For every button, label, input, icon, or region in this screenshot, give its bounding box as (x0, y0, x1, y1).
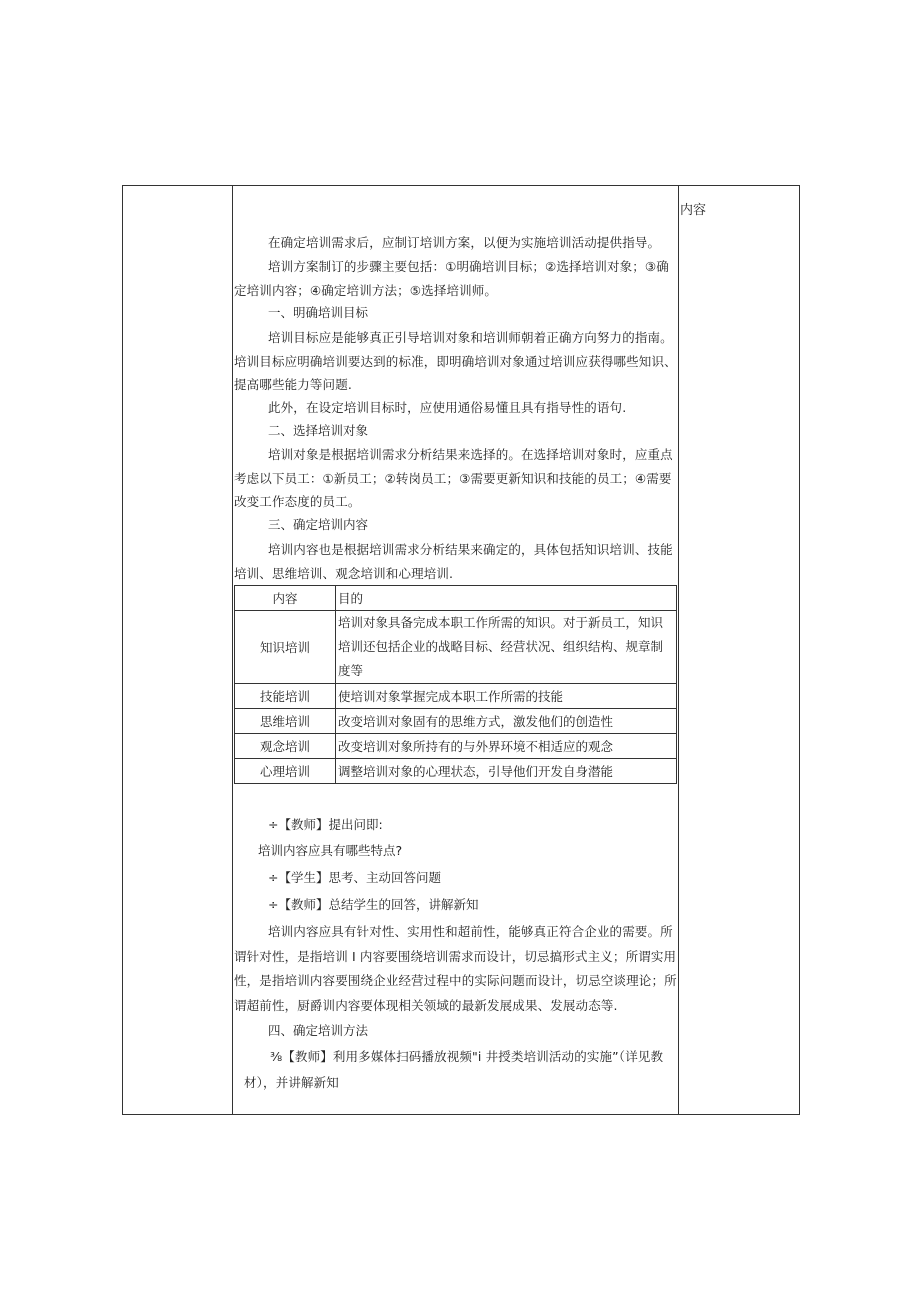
lesson-plan-table (122, 185, 800, 1115)
intro-paragraph-1: 在确定培训需求后，应制订培训方案，以便为实施培训活动提供指导。 (268, 235, 661, 250)
intro-paragraph-2: 培训方案制订的步骤主要包括：①明确培训目标；②选择培训对象；③确定培训内容；④确定培训方法；⑤选择培训师。 (234, 259, 669, 298)
teacher-video-line: ⅜【教师】利用多媒体扫码播放视频"i 井授类培训活动的实施”（详见教材），并讲解新知 (244, 1049, 664, 1090)
section-1-title: 一、明确培训目标 (268, 305, 369, 320)
row-name: 心理培训 (235, 759, 336, 784)
section-3-title: 三、确定培训内容 (268, 517, 369, 532)
section-2-title: 二、选择培训对象 (268, 423, 369, 438)
section-1-paragraph-2: 此外，在设定培训目标时，应使用通俗易懂且具有指导性的语句. (268, 400, 627, 415)
table-row (235, 759, 677, 784)
training-content-table (234, 585, 677, 784)
table-header-row (235, 586, 677, 611)
row-purpose: 改变培训对象固有的思维方式，激发他们的创造性 (336, 709, 677, 734)
row-purpose: 改变培训对象所持有的与外界环境不相适应的观念 (336, 734, 677, 759)
section-3-paragraph: 培训内容也是根据培训需求分析结果来确定的，具体包括知识培训、技能培训、思维培训、观念培训和心理培训. (234, 542, 673, 581)
teacher-summary-line: ÷【教师】总结学生的回答，讲解新知 (268, 897, 479, 912)
row-name: 知识培训 (235, 611, 336, 684)
student-line: ÷【学生】思考、主动回答问题 (268, 870, 441, 885)
table-row (235, 709, 677, 734)
table-row (235, 684, 677, 709)
row-name: 观念培训 (235, 734, 336, 759)
row-purpose: 培训对象具备完成本职工作所需的知识。对于新员工，知识培训还包括企业的战略目标、经营状况、组织结构、规章制度等 (336, 611, 677, 684)
side-column-label: 内容 (680, 203, 707, 218)
table-header-content: 内容 (235, 586, 336, 611)
teacher-question-line: ÷【教师】提出问即: (268, 817, 383, 832)
column-divider-left (232, 186, 233, 1114)
table-header-purpose: 目的 (336, 586, 677, 611)
section-4-title: 四、确定培训方法 (268, 1023, 369, 1038)
row-name: 技能培训 (235, 684, 336, 709)
column-divider-right (678, 186, 679, 1114)
section-2-paragraph: 培训对象是根据培训需求分析结果来选择的。在选择培训对象时，应重点考虑以下员工：①新员工；②转岗员工；③需要更新知识和技能的员工；④需要改变工作态度的员工。 (234, 447, 673, 509)
row-purpose: 调整培训对象的心理状态，引导他们开发自身潜能 (336, 759, 677, 784)
row-purpose: 使培训对象掌握完成本职工作所需的技能 (336, 684, 677, 709)
question-line: 培训内容应具有哪些特点? (258, 843, 403, 858)
table-row (235, 611, 677, 684)
answer-paragraph: 培训内容应具有针对性、实用性和超前性，能够真正符合企业的需要。所谓针对性，是指培训 I 内容要围绕培训需求而设计，切忌搞形式主义；所谓实用性，是指培训内容要围绕企业经营过程中的实际问题而设计，切忌空谈理论；所谓超前性，厨爵训内容要体现相关领域的最新发展成果、发展动态等. (234, 924, 677, 1013)
row-name: 思维培训 (235, 709, 336, 734)
table-row (235, 734, 677, 759)
section-1-paragraph-1: 培训目标应是能够真正引导培训对象和培训师朝着正确方向努力的指南。培训目标应明确培训要达到的标准，即明确培训对象通过培训应获得哪些知识、提高哪些能力等问题. (234, 330, 677, 392)
